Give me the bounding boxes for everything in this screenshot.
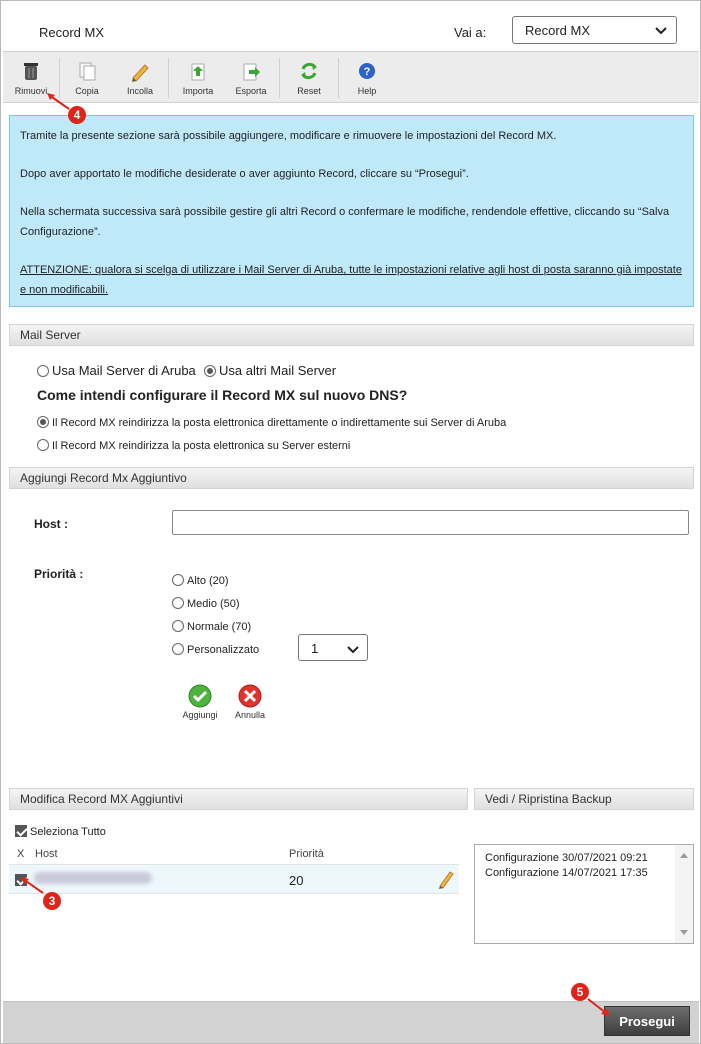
info-text: Dopo aver apportato le modifiche desiderate o aver aggiunto Record, cliccare su “Prosegui”. bbox=[20, 168, 469, 180]
next-button[interactable]: Prosegui bbox=[604, 1006, 690, 1036]
radio-button[interactable] bbox=[37, 439, 49, 451]
annotation-arrow-icon bbox=[43, 89, 73, 113]
add-button[interactable] bbox=[175, 684, 225, 720]
cancel-button[interactable] bbox=[225, 684, 275, 720]
info-box bbox=[9, 115, 694, 307]
cancel-label: Annulla bbox=[234, 710, 266, 720]
toolbar-divider bbox=[338, 58, 339, 98]
trash-icon bbox=[20, 60, 42, 82]
toolbar bbox=[3, 51, 699, 103]
paste-button[interactable] bbox=[118, 52, 162, 104]
col-priority: Priorità bbox=[289, 848, 324, 860]
records-table-header bbox=[9, 847, 459, 863]
help-button[interactable] bbox=[345, 52, 389, 104]
col-x: X bbox=[17, 848, 25, 860]
radio-button[interactable] bbox=[172, 643, 184, 655]
paste-label: Incolla bbox=[126, 86, 153, 96]
custom-priority-value: 1 bbox=[311, 641, 319, 656]
mail-server-section-header: Mail Server bbox=[9, 324, 694, 346]
add-record-section-header: Aggiungi Record Mx Aggiuntivo bbox=[9, 467, 694, 489]
custom-priority-select[interactable] bbox=[298, 634, 368, 661]
host-value-redacted bbox=[34, 872, 152, 884]
scroll-up-icon[interactable] bbox=[680, 853, 688, 858]
import-icon bbox=[187, 60, 209, 82]
toolbar-divider bbox=[168, 58, 169, 98]
radio-label: Normale (70) bbox=[187, 621, 252, 633]
import-label: Importa bbox=[182, 86, 214, 96]
backup-item[interactable]: Configurazione 30/07/2021 09:21 bbox=[485, 852, 648, 864]
page-title: Record MX bbox=[39, 25, 105, 40]
priority-medium[interactable] bbox=[172, 597, 240, 610]
radio-label: Alto (20) bbox=[187, 575, 229, 587]
svg-text:?: ? bbox=[363, 66, 371, 78]
import-button[interactable] bbox=[176, 52, 220, 104]
priority-high[interactable] bbox=[172, 574, 229, 587]
header bbox=[1, 1, 700, 51]
info-text: Nella schermata successiva sarà possibile gestire gli altri Record o confermare le modifiche, rendendole effettive, cliccando su “Salva Configurazione”. bbox=[20, 206, 670, 238]
radio-label: Usa Mail Server di Aruba bbox=[52, 363, 196, 378]
radio-button[interactable] bbox=[172, 574, 184, 586]
checkbox[interactable] bbox=[15, 825, 27, 837]
export-label: Esporta bbox=[235, 86, 267, 96]
row-priority: 20 bbox=[289, 873, 304, 888]
priority-custom[interactable] bbox=[172, 643, 259, 656]
radio-label: Personalizzato bbox=[187, 644, 260, 656]
goto-select[interactable] bbox=[512, 16, 677, 44]
priority-label: Priorità : bbox=[34, 567, 84, 581]
radio-label: Medio (50) bbox=[187, 598, 240, 610]
radio-label: Il Record MX reindirizza la posta elettronica su Server esterni bbox=[52, 440, 351, 452]
annotation-badge: 4 bbox=[68, 106, 86, 124]
radio-aruba-mail[interactable] bbox=[37, 363, 196, 378]
info-text: Tramite la presente sezione sarà possibile aggiungere, modificare e rimuovere le impostazioni del Record MX. bbox=[20, 130, 557, 142]
edit-pencil-icon[interactable] bbox=[436, 868, 456, 890]
refresh-icon bbox=[298, 60, 320, 82]
edit-records-section-header: Modifica Record MX Aggiuntivi bbox=[9, 788, 468, 810]
reset-label: Reset bbox=[297, 86, 321, 96]
radio-button[interactable] bbox=[37, 416, 49, 428]
export-icon bbox=[240, 60, 262, 82]
radio-redirect-external[interactable] bbox=[37, 439, 350, 452]
priority-normal[interactable] bbox=[172, 620, 251, 633]
add-label: Aggiungi bbox=[182, 710, 218, 720]
radio-other-mail[interactable] bbox=[204, 363, 336, 378]
radio-button[interactable] bbox=[172, 597, 184, 609]
remove-label: Rimuovi bbox=[14, 86, 48, 96]
scroll-down-icon[interactable] bbox=[680, 930, 688, 935]
radio-button[interactable] bbox=[204, 365, 216, 377]
copy-label: Copia bbox=[75, 86, 99, 96]
col-host: Host bbox=[35, 848, 58, 860]
select-all-label: Seleziona Tutto bbox=[30, 826, 106, 838]
help-icon bbox=[356, 60, 378, 82]
chevron-down-icon bbox=[654, 23, 668, 37]
select-all-checkbox[interactable] bbox=[15, 825, 106, 838]
backup-section-header: Vedi / Ripristina Backup bbox=[474, 788, 694, 810]
radio-redirect-aruba[interactable] bbox=[37, 416, 506, 429]
radio-button[interactable] bbox=[37, 365, 49, 377]
host-input[interactable] bbox=[172, 510, 689, 535]
annotation-arrow-icon bbox=[17, 873, 47, 897]
goto-select-value: Record MX bbox=[525, 23, 591, 38]
pencil-icon bbox=[129, 60, 151, 82]
dns-question: Come intendi configurare il Record MX sul nuovo DNS? bbox=[37, 387, 408, 403]
backup-list[interactable] bbox=[474, 844, 694, 944]
annotation-badge: 3 bbox=[43, 892, 61, 910]
annotation-arrow-icon bbox=[584, 995, 614, 1019]
scrollbar[interactable] bbox=[675, 845, 693, 943]
warning-text: ATTENZIONE: qualora si scelga di utilizzare i Mail Server di Aruba, tutte le impostazioni relative agli host di posta saranno già impostate e non modificabili. bbox=[20, 264, 682, 296]
copy-icon bbox=[76, 60, 98, 82]
help-label: Help bbox=[357, 86, 377, 96]
goto-label: Vai a: bbox=[454, 25, 487, 40]
radio-label: Il Record MX reindirizza la posta elettronica direttamente o indirettamente sui Server di Aruba bbox=[52, 417, 507, 429]
host-label: Host : bbox=[34, 517, 68, 531]
backup-item[interactable]: Configurazione 14/07/2021 17:35 bbox=[485, 867, 648, 879]
radio-label: Usa altri Mail Server bbox=[219, 363, 337, 378]
annotation-badge: 5 bbox=[571, 983, 589, 1001]
checkmark-icon bbox=[188, 684, 212, 708]
radio-button[interactable] bbox=[172, 620, 184, 632]
chevron-down-icon bbox=[346, 642, 360, 656]
close-icon bbox=[238, 684, 262, 708]
reset-button[interactable] bbox=[287, 52, 331, 104]
toolbar-divider bbox=[279, 58, 280, 98]
export-button[interactable] bbox=[229, 52, 273, 104]
